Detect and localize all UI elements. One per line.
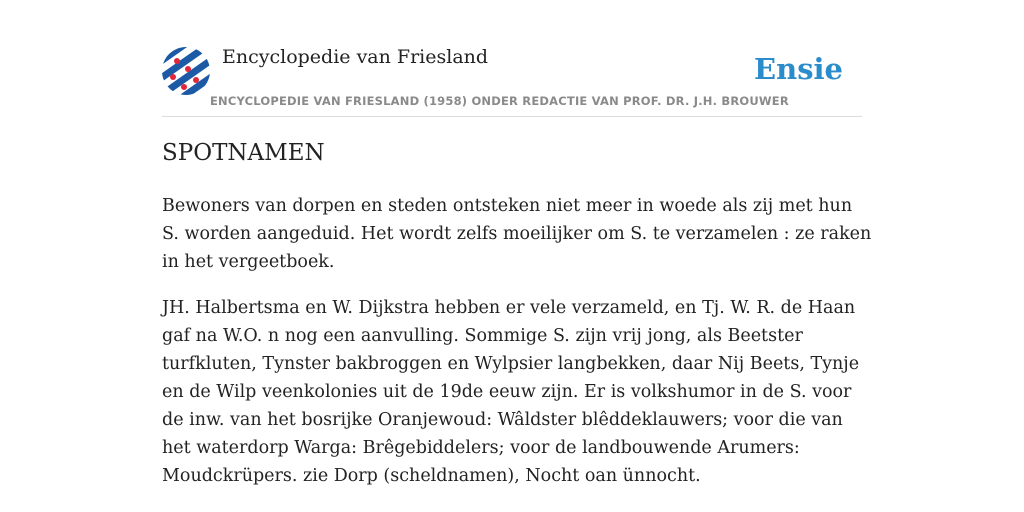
entry-paragraph-2: JH. Halbertsma en W. Dijkstra hebben er vele verzameld, en Tj. W. R. de Haan gaf na W.O. n nog een aanvulling. Sommige S. zijn vrij jong, als Beetster turfkluten, Tynster bakbroggen en Wylpsier langbekken, daar Nij Beets, Tynje en de Wilp veenkolonies uit de 19de eeuw zijn. Er is volkshumor in de S. voor de inw. van het bosrijke Oranjewoud: Wâldster blêddeklauwers; voor die van het waterdorp Warga: Brêgebiddelers; voor de landbouwende Arumers: Moudckrüpers. zie Dorp (scheldnamen), Nocht oan ünnocht. bbox=[162, 298, 860, 486]
frisian-flag-icon[interactable] bbox=[162, 47, 210, 95]
entry-paragraph-1: Bewoners van dorpen en steden ontsteken niet meer in woede als zij met hun S. worden aangeduid. Het wordt zelfs moeilijker om S. te verzamelen : ze raken in het vergeetboek. bbox=[162, 196, 872, 272]
entry-title: SPOTNAMEN bbox=[162, 140, 325, 166]
publication-title[interactable]: Encyclopedie van Friesland bbox=[222, 46, 489, 68]
publication-subtitle: ENCYCLOPEDIE VAN FRIESLAND (1958) ONDER REDACTIE VAN PROF. DR. J.H. BROUWER bbox=[210, 94, 789, 108]
ensie-logo-link[interactable]: Ensie bbox=[754, 52, 843, 86]
header bbox=[162, 44, 862, 117]
entry-body bbox=[162, 192, 872, 508]
